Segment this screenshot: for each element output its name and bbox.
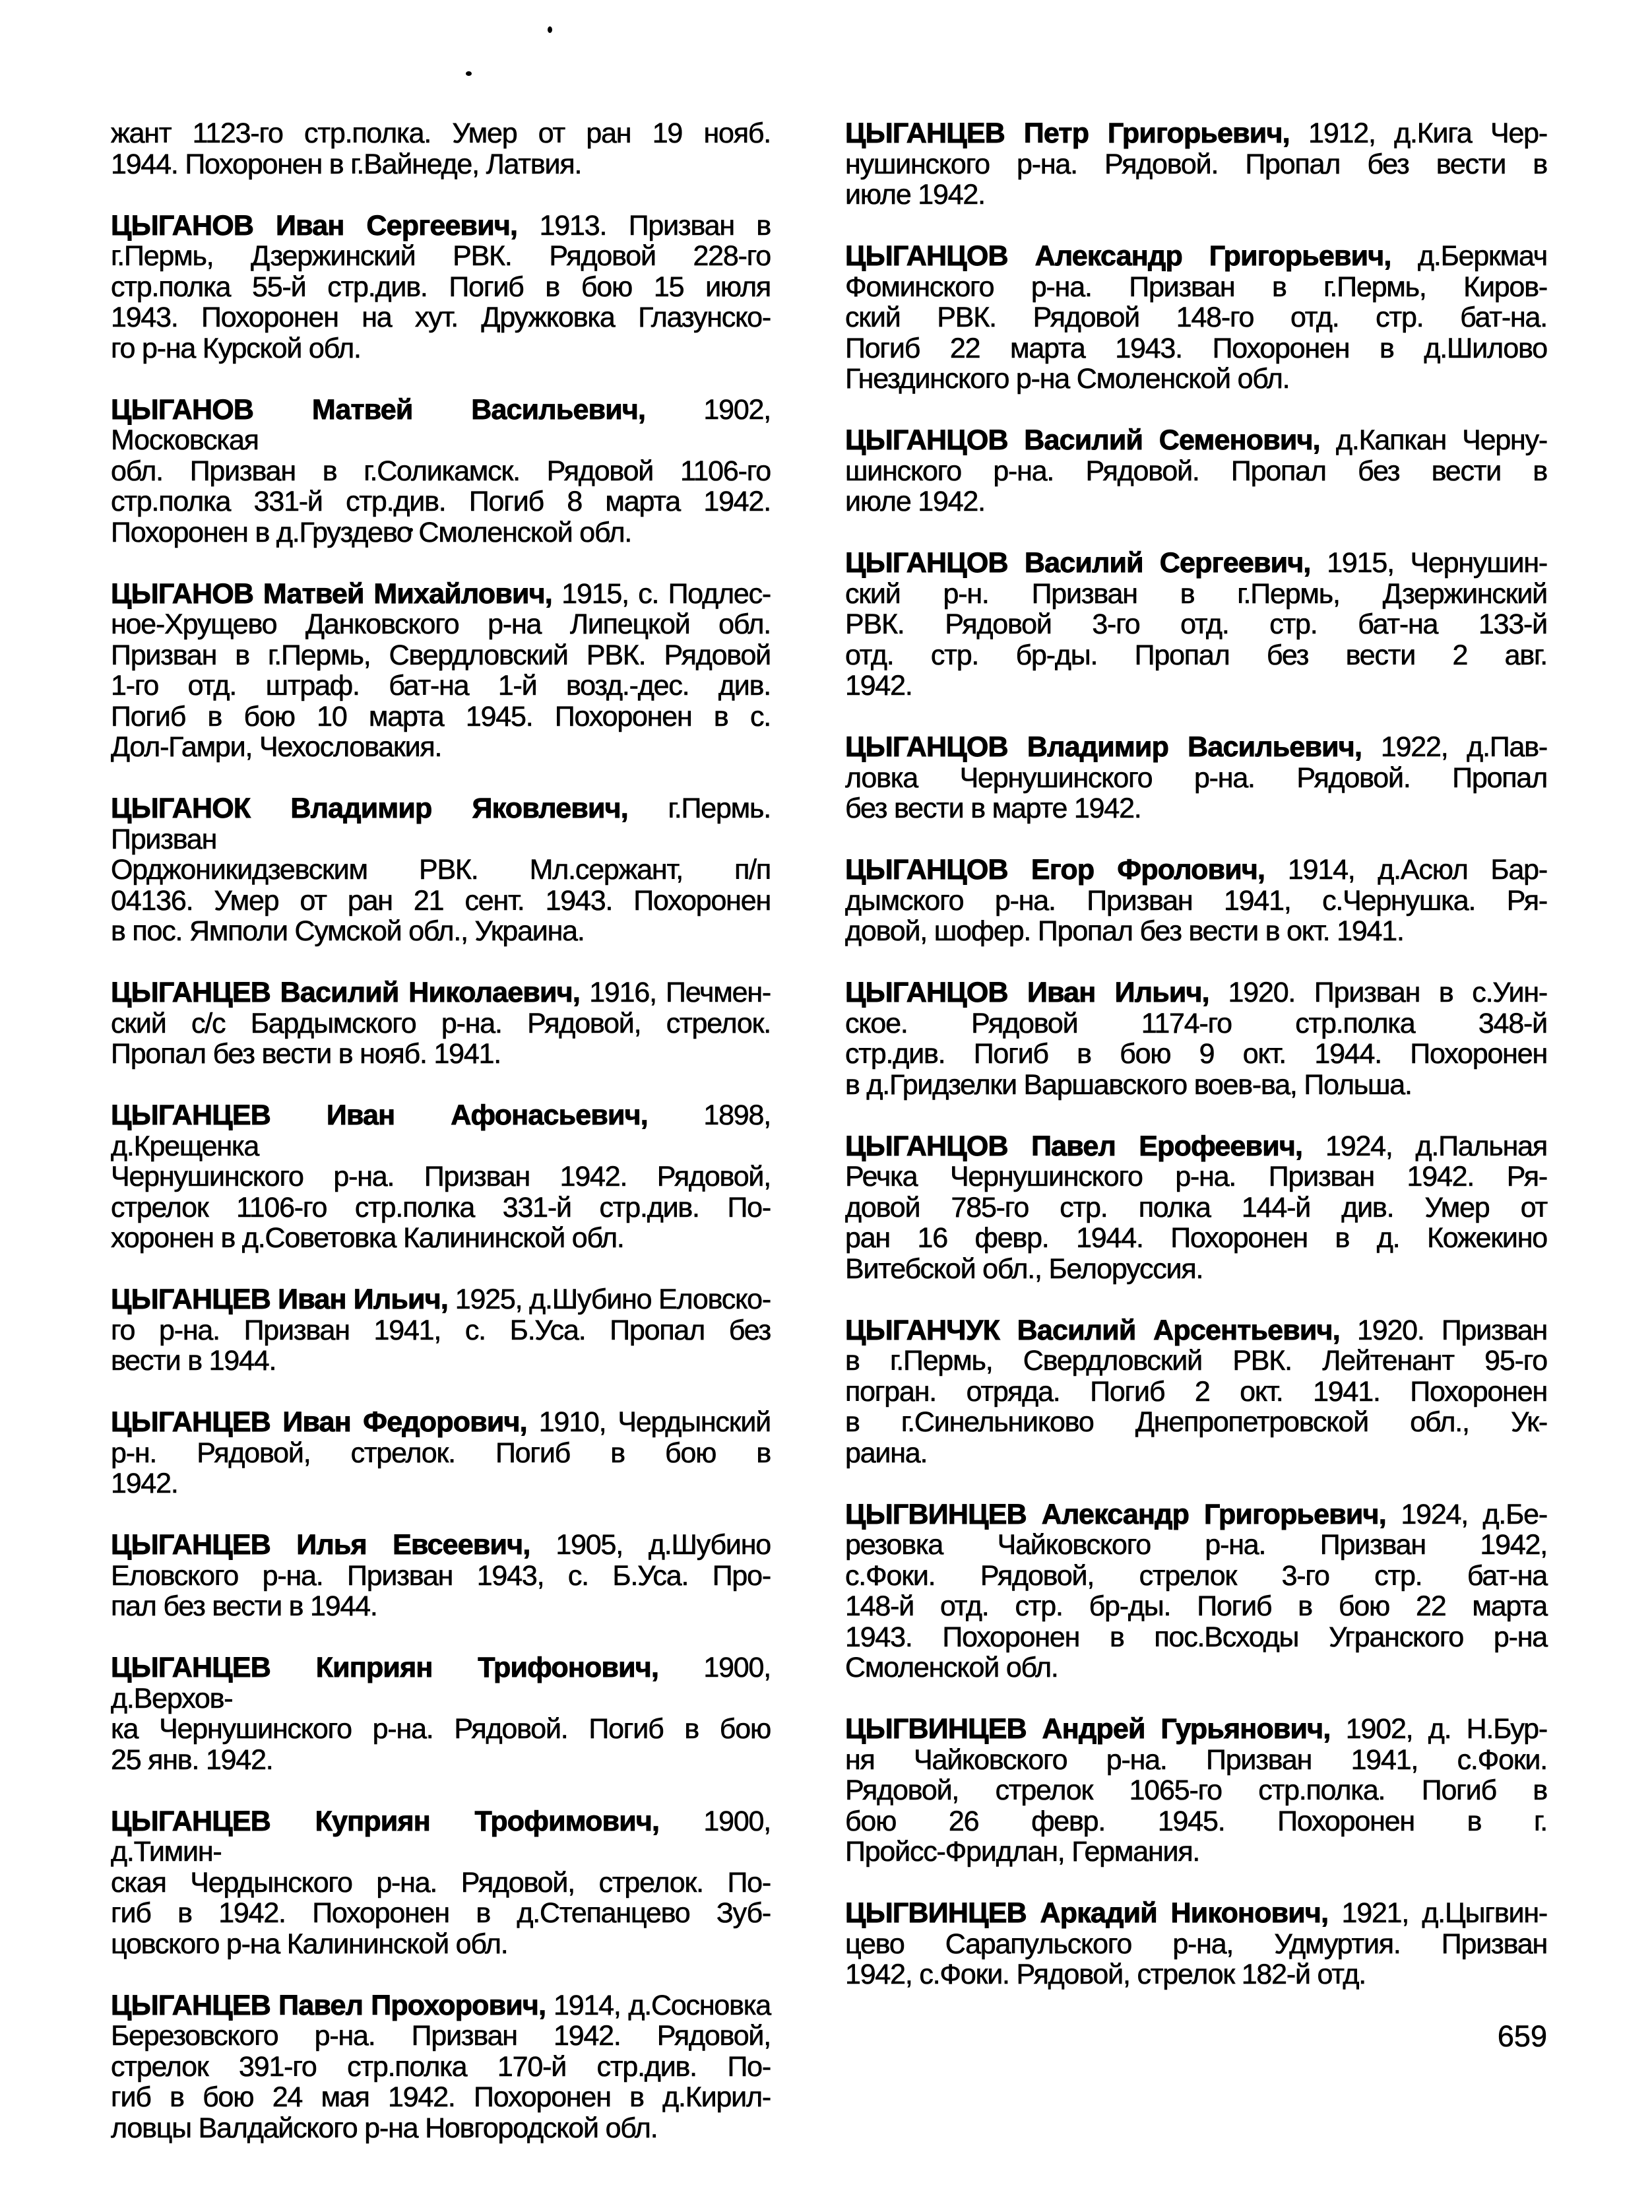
column-right xyxy=(845,118,1547,1990)
person-name: ЦЫГАНЦОВ Владимир Васильевич, xyxy=(845,731,1362,763)
entry-line: ЦЫГАНЦЕВ Илья Евсеевич, 1905, д.Шубино xyxy=(111,1529,771,1561)
entry-line: резовка Чайковского р-на. Призван 1942, xyxy=(845,1529,1547,1561)
entry-line: ский РВК. Рядовой 148-го отд. стр. бат-на. xyxy=(845,302,1547,333)
entry-line: ЦЫГАНЦОВ Иван Ильич, 1920. Призван в с.Уин- xyxy=(845,977,1547,1008)
person-name: ЦЫГАНОВ Матвей Михайлович, xyxy=(111,577,552,610)
entry-line: ЦЫГАНЦОВ Василий Семенович, д.Капкан Черну- xyxy=(845,424,1547,456)
memorial-entry xyxy=(111,977,771,1070)
memorial-entry xyxy=(845,1315,1547,1469)
entry-line: гиб в бою 24 мая 1942. Похоронен в д.Кирил- xyxy=(111,2081,771,2113)
person-name: ЦЫГАНОК Владимир Яковлевич, xyxy=(111,793,628,824)
entry-line: Погиб в бою 10 марта 1945. Похоронен в с. xyxy=(111,700,771,732)
entry-line: ЦЫГАНЦЕВ Павел Прохорович, 1914, д.Сосновка xyxy=(111,1989,771,2021)
entry-line: ЦЫГВИНЦЕВ Александр Григорьевич, 1924, д.Бе- xyxy=(845,1498,1547,1530)
entry-line: Орджоникидзевским РВК. Мл.сержант, п/п xyxy=(111,854,771,886)
person-name: ЦЫГАНЦЕВ Куприян Трофимович, xyxy=(111,1805,660,1837)
memorial-entry xyxy=(111,1530,771,1622)
entry-line: шинского р-на. Рядовой. Пропал без вести в xyxy=(845,455,1547,487)
entry-line: ловка Чернушинского р-на. Рядовой. Пропал xyxy=(845,762,1547,794)
entry-line: цовского р-на Калининской обл. xyxy=(111,1928,508,1960)
entry-line: Пройсс-Фридлан, Германия. xyxy=(845,1836,1200,1868)
entry-line: ЦЫГАНЦЕВ Иван Ильич, 1925, д.Шубино Еловско- xyxy=(111,1284,771,1315)
memorial-entry xyxy=(111,1407,771,1499)
person-name: ЦЫГАНЦЕВ Иван Афонасьевич, xyxy=(111,1099,648,1131)
person-name: ЦЫГАНЦОВ Иван Ильич, xyxy=(845,977,1209,1008)
memorial-entry xyxy=(111,1652,771,1775)
entry-line: ЦЫГАНОВ Матвей Михайлович, 1915, с. Подлес- xyxy=(111,577,771,610)
entry-line: гиб в 1942. Похоронен в д.Степанцево Зуб- xyxy=(111,1897,771,1929)
entry-line: 1944. Похоронен в г.Вайнеде, Латвия. xyxy=(111,148,582,180)
memorial-entry xyxy=(111,793,771,947)
entry-line: ЦЫГАНЦЕВ Иван Афонасьевич, 1898, д.Крещенка xyxy=(111,1099,771,1162)
entry-line: ЦЫГАНЦОВ Василий Сергеевич, 1915, Чернушин- xyxy=(845,547,1547,579)
memorial-entry xyxy=(111,1806,771,1960)
entry-line: го р-на Курской обл. xyxy=(111,332,361,364)
entry-line: бою 26 февр. 1945. Похоронен в г. xyxy=(845,1805,1547,1837)
entry-line: обл. Призван в г.Соликамск. Рядовой 1106-го xyxy=(111,455,771,487)
person-name: ЦЫГАНЦЕВ Илья Евсеевич, xyxy=(111,1529,530,1561)
entry-line: Речка Чернушинского р-на. Призван 1942. Ря- xyxy=(845,1161,1547,1192)
memorial-entry xyxy=(111,1100,771,1254)
memorial-entry xyxy=(845,548,1547,701)
person-name: ЦЫГАНЦОВ Павел Ерофеевич, xyxy=(845,1130,1303,1162)
entry-line: ЦЫГАНЦЕВ Куприян Трофимович, 1900, д.Тимин- xyxy=(111,1805,771,1868)
entry-line: ЦЫГАНОК Владимир Яковлевич, г.Пермь. Призван xyxy=(111,793,771,855)
memorial-entry xyxy=(845,118,1547,211)
entry-line: ЦЫГАНЦОВ Павел Ерофеевич, 1924, д.Пальная xyxy=(845,1130,1547,1162)
person-name: ЦЫГАНЦЕВ Павел Прохорович, xyxy=(111,1989,546,2021)
entry-line: РВК. Рядовой 3-го отд. стр. бат-на 133-й xyxy=(845,608,1547,640)
person-name: ЦЫГАНЦЕВ Иван Ильич, xyxy=(111,1284,449,1315)
memorial-entry xyxy=(111,211,771,364)
entry-line: ЦЫГАНЦЕВ Иван Федорович, 1910, Чердынский xyxy=(111,1406,771,1438)
entry-line: ское. Рядовой 1174-го стр.полка 348-й xyxy=(845,1007,1547,1039)
person-name: ЦЫГАНОВ Матвей Васильевич, xyxy=(111,393,646,426)
scan-speck xyxy=(548,26,552,33)
entry-line: ное-Хрущево Данковского р-на Липецкой обл. xyxy=(111,608,771,640)
entry-line: Погиб 22 марта 1943. Похоронен в д.Шилово xyxy=(845,332,1547,364)
memorial-entry xyxy=(845,1898,1547,1990)
entry-line: пал без вести в 1944. xyxy=(111,1590,377,1622)
entry-line: раина. xyxy=(845,1437,928,1469)
person-name: ЦЫГАНЦЕВ Петр Григорьевич, xyxy=(845,117,1290,149)
entry-line: с.Фоки. Рядовой, стрелок 3-го стр. бат-на xyxy=(845,1559,1547,1592)
entry-line: в д.Гридзелки Варшавского воев-ва, Польша. xyxy=(845,1068,1412,1101)
entry-line: Рядовой, стрелок 1065-го стр.полка. Погиб в xyxy=(845,1774,1547,1806)
entry-line: р-н. Рядовой, стрелок. Погиб в бою в xyxy=(111,1437,771,1469)
entry-line: ЦЫГАНЦОВ Александр Григорьевич, д.Беркмач xyxy=(845,240,1547,272)
entry-line: г.Пермь, Дзержинский РВК. Рядовой 228-го xyxy=(111,240,771,272)
entry-line: ран 16 февр. 1944. Похоронен в д. Кожекино xyxy=(845,1222,1547,1254)
entry-line: ка Чернушинского р-на. Рядовой. Погиб в бою xyxy=(111,1713,771,1745)
entry-line: Фоминского р-на. Призван в г.Пермь, Киров- xyxy=(845,271,1547,303)
entry-line: в г.Пермь, Свердловский РВК. Лейтенант 95-го xyxy=(845,1345,1547,1377)
entry-line: довой, шофер. Пропал без вести в окт. 1941. xyxy=(845,915,1404,947)
entry-line: ЦЫГАНЦЕВ Василий Николаевич, 1916, Печмен- xyxy=(111,977,771,1008)
memorial-entry xyxy=(111,1990,771,2144)
entry-line: стр.див. Погиб в бою 9 окт. 1944. Похоронен xyxy=(845,1038,1547,1070)
entry-line: 1943. Похоронен в пос.Всходы Угранского р-на xyxy=(845,1621,1547,1653)
memorial-entry xyxy=(845,977,1547,1100)
entry-line: без вести в марте 1942. xyxy=(845,793,1141,824)
entry-line: Чернушинского р-на. Призван 1942. Рядовой, xyxy=(111,1161,771,1192)
page-number: 659 xyxy=(1497,2019,1547,2053)
entry-line: стр.полка 55-й стр.див. Погиб в бою 15 июля xyxy=(111,271,771,303)
entry-line: Призван в г.Пермь, Свердловский РВК. Рядовой xyxy=(111,639,771,671)
entry-line: Похоронен в д.Груздево Смоленской обл. xyxy=(111,516,632,548)
scan-speck xyxy=(466,71,472,76)
entry-line: погран. отряда. Погиб 2 окт. 1941. Похоронен xyxy=(845,1375,1547,1408)
person-name: ЦЫГАНЦЕВ Василий Николаевич, xyxy=(111,977,580,1008)
memorial-entry xyxy=(845,732,1547,824)
memorial-entry xyxy=(845,855,1547,947)
entry-line: стрелок 391-го стр.полка 170-й стр.див. По- xyxy=(111,2050,771,2083)
entry-line: Витебской обл., Белоруссия. xyxy=(845,1252,1203,1285)
memorial-entry xyxy=(845,425,1547,517)
entry-line: ЦЫГАНОВ Матвей Васильевич, 1902, Московская xyxy=(111,393,771,456)
person-name: ЦЫГАНЦОВ Егор Фролович, xyxy=(845,854,1265,886)
entry-line: го р-на. Призван 1941, с. Б.Уса. Пропал без xyxy=(111,1314,771,1346)
entry-line: хоронен в д.Советовка Калининской обл. xyxy=(111,1222,624,1254)
entry-line: Пропал без вести в нояб. 1941. xyxy=(111,1038,501,1070)
entry-line: Гнездинского р-на Смоленской обл. xyxy=(845,363,1290,395)
entry-line: июле 1942. xyxy=(845,486,985,517)
memorial-entry xyxy=(111,579,771,763)
entry-line: в пос. Ямполи Сумской обл., Украина. xyxy=(111,915,585,947)
entry-line: ЦЫГВИНЦЕВ Андрей Гурьянович, 1902, д. Н.Бур- xyxy=(845,1713,1547,1745)
entry-line: Еловского р-на. Призван 1943, с. Б.Уса. Про- xyxy=(111,1559,771,1592)
memorial-entry xyxy=(845,1499,1547,1683)
entry-line: ЦЫГАНОВ Иван Сергеевич, 1913. Призван в xyxy=(111,209,771,242)
entry-line: нушинского р-на. Рядовой. Пропал без вести в xyxy=(845,148,1547,180)
entry-line: 1942, с.Фоки. Рядовой, стрелок 182-й отд. xyxy=(845,1959,1366,1990)
entry-line: 1-го отд. штраф. бат-на 1-й возд.-дес. див. xyxy=(111,670,771,701)
person-name: ЦЫГАНЦОВ Василий Сергеевич, xyxy=(845,547,1311,579)
entry-line: ЦЫГАНЦЕВ Киприян Трифонович, 1900, д.Верхов- xyxy=(111,1652,771,1714)
person-name: ЦЫГВИНЦЕВ Андрей Гурьянович, xyxy=(845,1713,1331,1745)
entry-line: довой 785-го стр. полка 144-й див. Умер от xyxy=(845,1191,1547,1223)
entry-line: ЦЫГАНЦЕВ Петр Григорьевич, 1912, д.Кига Чер- xyxy=(845,117,1547,149)
entry-line: ЦЫГАНЧУК Василий Арсентьевич, 1920. Призван xyxy=(845,1314,1547,1346)
entry-line: цево Сарапульского р-на, Удмуртия. Призван xyxy=(845,1928,1547,1960)
entry-line: Дол-Гамри, Чехословакия. xyxy=(111,731,442,763)
person-name: ЦЫГАНЦЕВ Иван Федорович, xyxy=(111,1406,527,1438)
entry-line: ловцы Валдайского р-на Новгородской обл. xyxy=(111,2112,658,2144)
entry-line: стр.полка 331-й стр.див. Погиб 8 марта 1942. xyxy=(111,486,771,517)
entry-line: ская Чердынского р-на. Рядовой, стрелок. По- xyxy=(111,1866,771,1899)
person-name: ЦЫГАНОВ Иван Сергеевич, xyxy=(111,209,518,242)
memorial-entry xyxy=(111,118,771,179)
entry-line: дымского р-на. Призван 1941, с.Чернушка. Ря- xyxy=(845,884,1547,917)
entry-line: стрелок 1106-го стр.полка 331-й стр.див. По- xyxy=(111,1191,771,1223)
person-name: ЦЫГАНЦОВ Василий Семенович, xyxy=(845,424,1320,456)
memorial-entry xyxy=(845,241,1547,395)
entry-line: ня Чайковского р-на. Призван 1941, с.Фоки. xyxy=(845,1743,1547,1776)
entry-line: 25 янв. 1942. xyxy=(111,1743,273,1776)
entry-line: вести в 1944. xyxy=(111,1345,276,1377)
entry-line: 1942. xyxy=(111,1468,178,1499)
person-name: ЦЫГАНЦЕВ Киприян Трифонович, xyxy=(111,1652,659,1683)
entry-line: ский р-н. Призван в г.Пермь, Дзержинский xyxy=(845,577,1547,610)
memorial-entry xyxy=(845,1714,1547,1868)
person-name: ЦЫГВИНЦЕВ Александр Григорьевич, xyxy=(845,1498,1386,1530)
person-name: ЦЫГАНЧУК Василий Арсентьевич, xyxy=(845,1314,1340,1346)
entry-line: отд. стр. бр-ды. Пропал без вести 2 авг. xyxy=(845,639,1547,671)
entry-line: 1943. Похоронен на хут. Дружковка Глазунско- xyxy=(111,302,771,333)
entry-line: 148-й отд. стр. бр-ды. Погиб в бою 22 марта xyxy=(845,1590,1547,1622)
entry-line: 04136. Умер от ран 21 сент. 1943. Похоронен xyxy=(111,884,771,917)
person-name: ЦЫГАНЦОВ Александр Григорьевич, xyxy=(845,240,1391,272)
entry-line: ЦЫГАНЦОВ Егор Фролович, 1914, д.Асюл Бар- xyxy=(845,854,1547,886)
entry-line: июле 1942. xyxy=(845,179,985,211)
memorial-entry xyxy=(111,1284,771,1377)
entry-line: жант 1123-го стр.полка. Умер от ран 19 нояб. xyxy=(111,117,771,149)
memorial-entry xyxy=(845,1131,1547,1285)
entry-line: ский с/с Бардымского р-на. Рядовой, стрелок. xyxy=(111,1007,771,1039)
entry-line: ЦЫГВИНЦЕВ Аркадий Никонович, 1921, д.Цыгвин- xyxy=(845,1897,1547,1929)
column-left xyxy=(111,118,771,2143)
entry-line: в г.Синельниково Днепропетровской обл., Ук- xyxy=(845,1406,1547,1438)
memorial-entry xyxy=(111,395,771,548)
entry-line: ЦЫГАНЦОВ Владимир Васильевич, 1922, д.Пав- xyxy=(845,731,1547,763)
entry-line: Смоленской обл. xyxy=(845,1652,1058,1683)
entry-line: 1942. xyxy=(845,670,912,701)
person-name: ЦЫГВИНЦЕВ Аркадий Никонович, xyxy=(845,1897,1329,1929)
entry-line: Березовского р-на. Призван 1942. Рядовой, xyxy=(111,2020,771,2052)
